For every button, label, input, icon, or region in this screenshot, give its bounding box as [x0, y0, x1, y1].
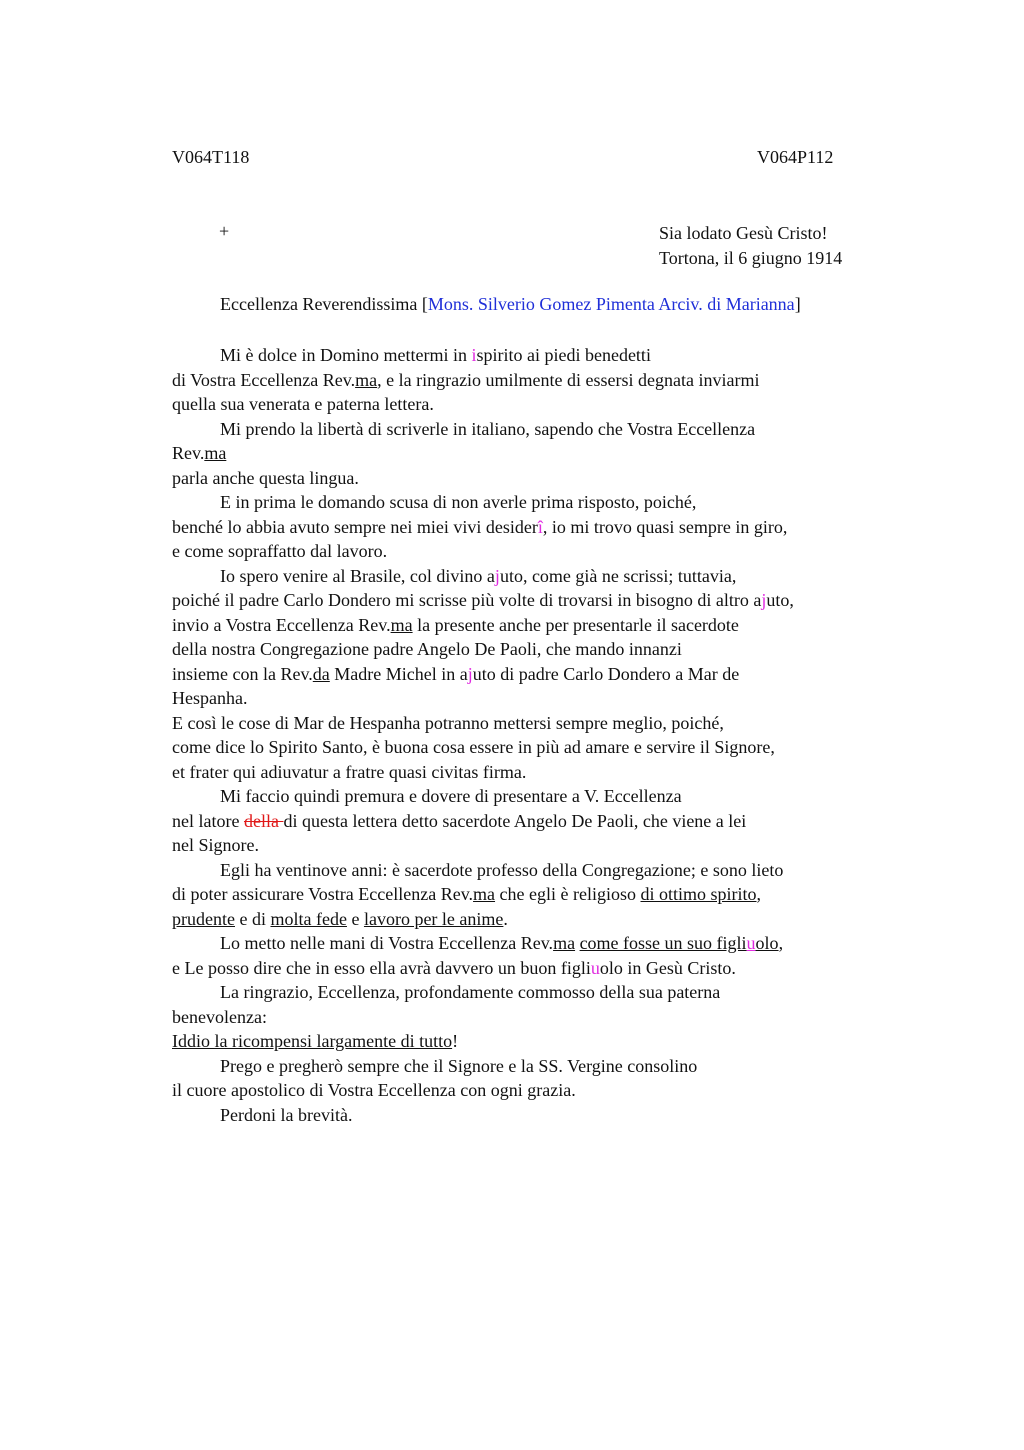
salutation-text: Eccellenza Reverendissima [	[220, 294, 428, 314]
recipient-name: Mons. Silverio Gomez Pimenta Arciv. di Marianna	[427, 294, 795, 314]
text-line: invio a Vostra Eccellenza Rev.ma la presente anche per presentarle il sacerdote	[172, 614, 739, 635]
text-line: La ringrazio, Eccellenza, profondamente commosso della sua paterna	[220, 982, 721, 1002]
text-line: di poter assicurare Vostra Eccellenza Rev.ma che egli è religioso di ottimo spirito,	[172, 884, 762, 904]
text-line: Rev.ma	[172, 443, 227, 463]
text-line: Iddio la ricompensi largamente di tutto!	[172, 1031, 459, 1051]
text-line: il cuore apostolico di Vostra Eccellenza con ogni grazia.	[172, 1080, 576, 1100]
document-code-left: V064T118	[172, 147, 250, 167]
salutation	[220, 294, 801, 315]
text-line: Mi prendo la libertà di scriverle in italiano, sapendo che Vostra Eccellenza	[220, 418, 756, 439]
editorial-insertion: j	[494, 565, 500, 586]
editorial-insertion: i	[471, 345, 477, 365]
text-line: benché lo abbia avuto sempre nei miei vivi desiderî, io mi trovo quasi sempre in giro,	[172, 516, 788, 537]
text-line: benevolenza:	[172, 1006, 267, 1027]
text-line: e Le posso dire che in esso ella avrà davvero un buon figliuolo in Gesù Cristo.	[172, 957, 736, 978]
text-line: Egli ha ventinove anni: è sacerdote professo della Congregazione; e sono lieto	[220, 859, 784, 880]
heading-block	[659, 221, 842, 270]
text-line: quella sua venerata e paterna lettera.	[172, 394, 434, 414]
text-line: Lo metto nelle mani di Vostra Eccellenza Rev.ma come fosse un suo figliuolo,	[220, 933, 784, 953]
text-line: Mi è dolce in Domino mettermi in ispirito ai piedi benedetti	[220, 345, 651, 365]
text-line: Hespanha.	[172, 688, 248, 708]
text-line: Mi faccio quindi premura e dovere di presentare a V. Eccellenza	[220, 786, 682, 806]
text-line: nel Signore.	[172, 835, 259, 855]
text-line: Io spero venire al Brasile, col divino ajuto, come già ne scrissi; tuttavia,	[220, 565, 737, 586]
editorial-insertion: î	[537, 516, 543, 537]
editorial-insertion: j	[467, 663, 473, 684]
document-code-right: V064P112	[757, 147, 834, 167]
text-line: e come sopraffatto dal lavoro.	[172, 541, 388, 561]
text-line: Perdoni la brevità.	[220, 1104, 353, 1125]
text-line: nel latore della di questa lettera detto sacerdote Angelo De Paoli, che viene a lei	[172, 810, 747, 831]
text-line: E così le cose di Mar de Hespanha potranno mettersi sempre meglio, poiché,	[172, 712, 724, 733]
text-line: poiché il padre Carlo Dondero mi scrisse più volte di trovarsi in bisogno di altro ajuto,	[172, 590, 794, 610]
text-line: Prego e pregherò sempre che il Signore e la SS. Vergine consolino	[220, 1055, 698, 1076]
editorial-insertion: u	[746, 933, 756, 953]
text-line: insieme con la Rev.da Madre Michel in ajuto di padre Carlo Dondero a Mar de	[172, 663, 740, 684]
editorial-deletion: della	[243, 810, 284, 831]
text-line: et frater qui adiuvatur a fratre quasi civitas firma.	[172, 761, 527, 782]
cross-symbol: +	[219, 221, 230, 241]
motto: Sia lodato Gesù Cristo!	[659, 223, 828, 243]
text-line: come dice lo Spirito Santo, è buona cosa essere in più ad amare e servire il Signore,	[172, 737, 775, 757]
text-line: di Vostra Eccellenza Rev.ma, e la ringrazio umilmente di essersi degnata inviarmi	[172, 369, 760, 390]
salutation-close: ]	[794, 294, 801, 314]
text-line: parla anche questa lingua.	[172, 467, 359, 488]
editorial-insertion: u	[590, 957, 600, 978]
place-date: Tortona, il 6 giugno 1914	[659, 247, 843, 268]
text-line: prudente e di molta fede e lavoro per le anime.	[172, 908, 508, 929]
text-line: della nostra Congregazione padre Angelo De Paoli, che mando innanzi	[172, 639, 682, 659]
text-line: E in prima le domando scusa di non averle prima risposto, poiché,	[220, 492, 697, 512]
letter-body	[172, 343, 912, 1127]
editorial-insertion: j	[761, 590, 767, 610]
